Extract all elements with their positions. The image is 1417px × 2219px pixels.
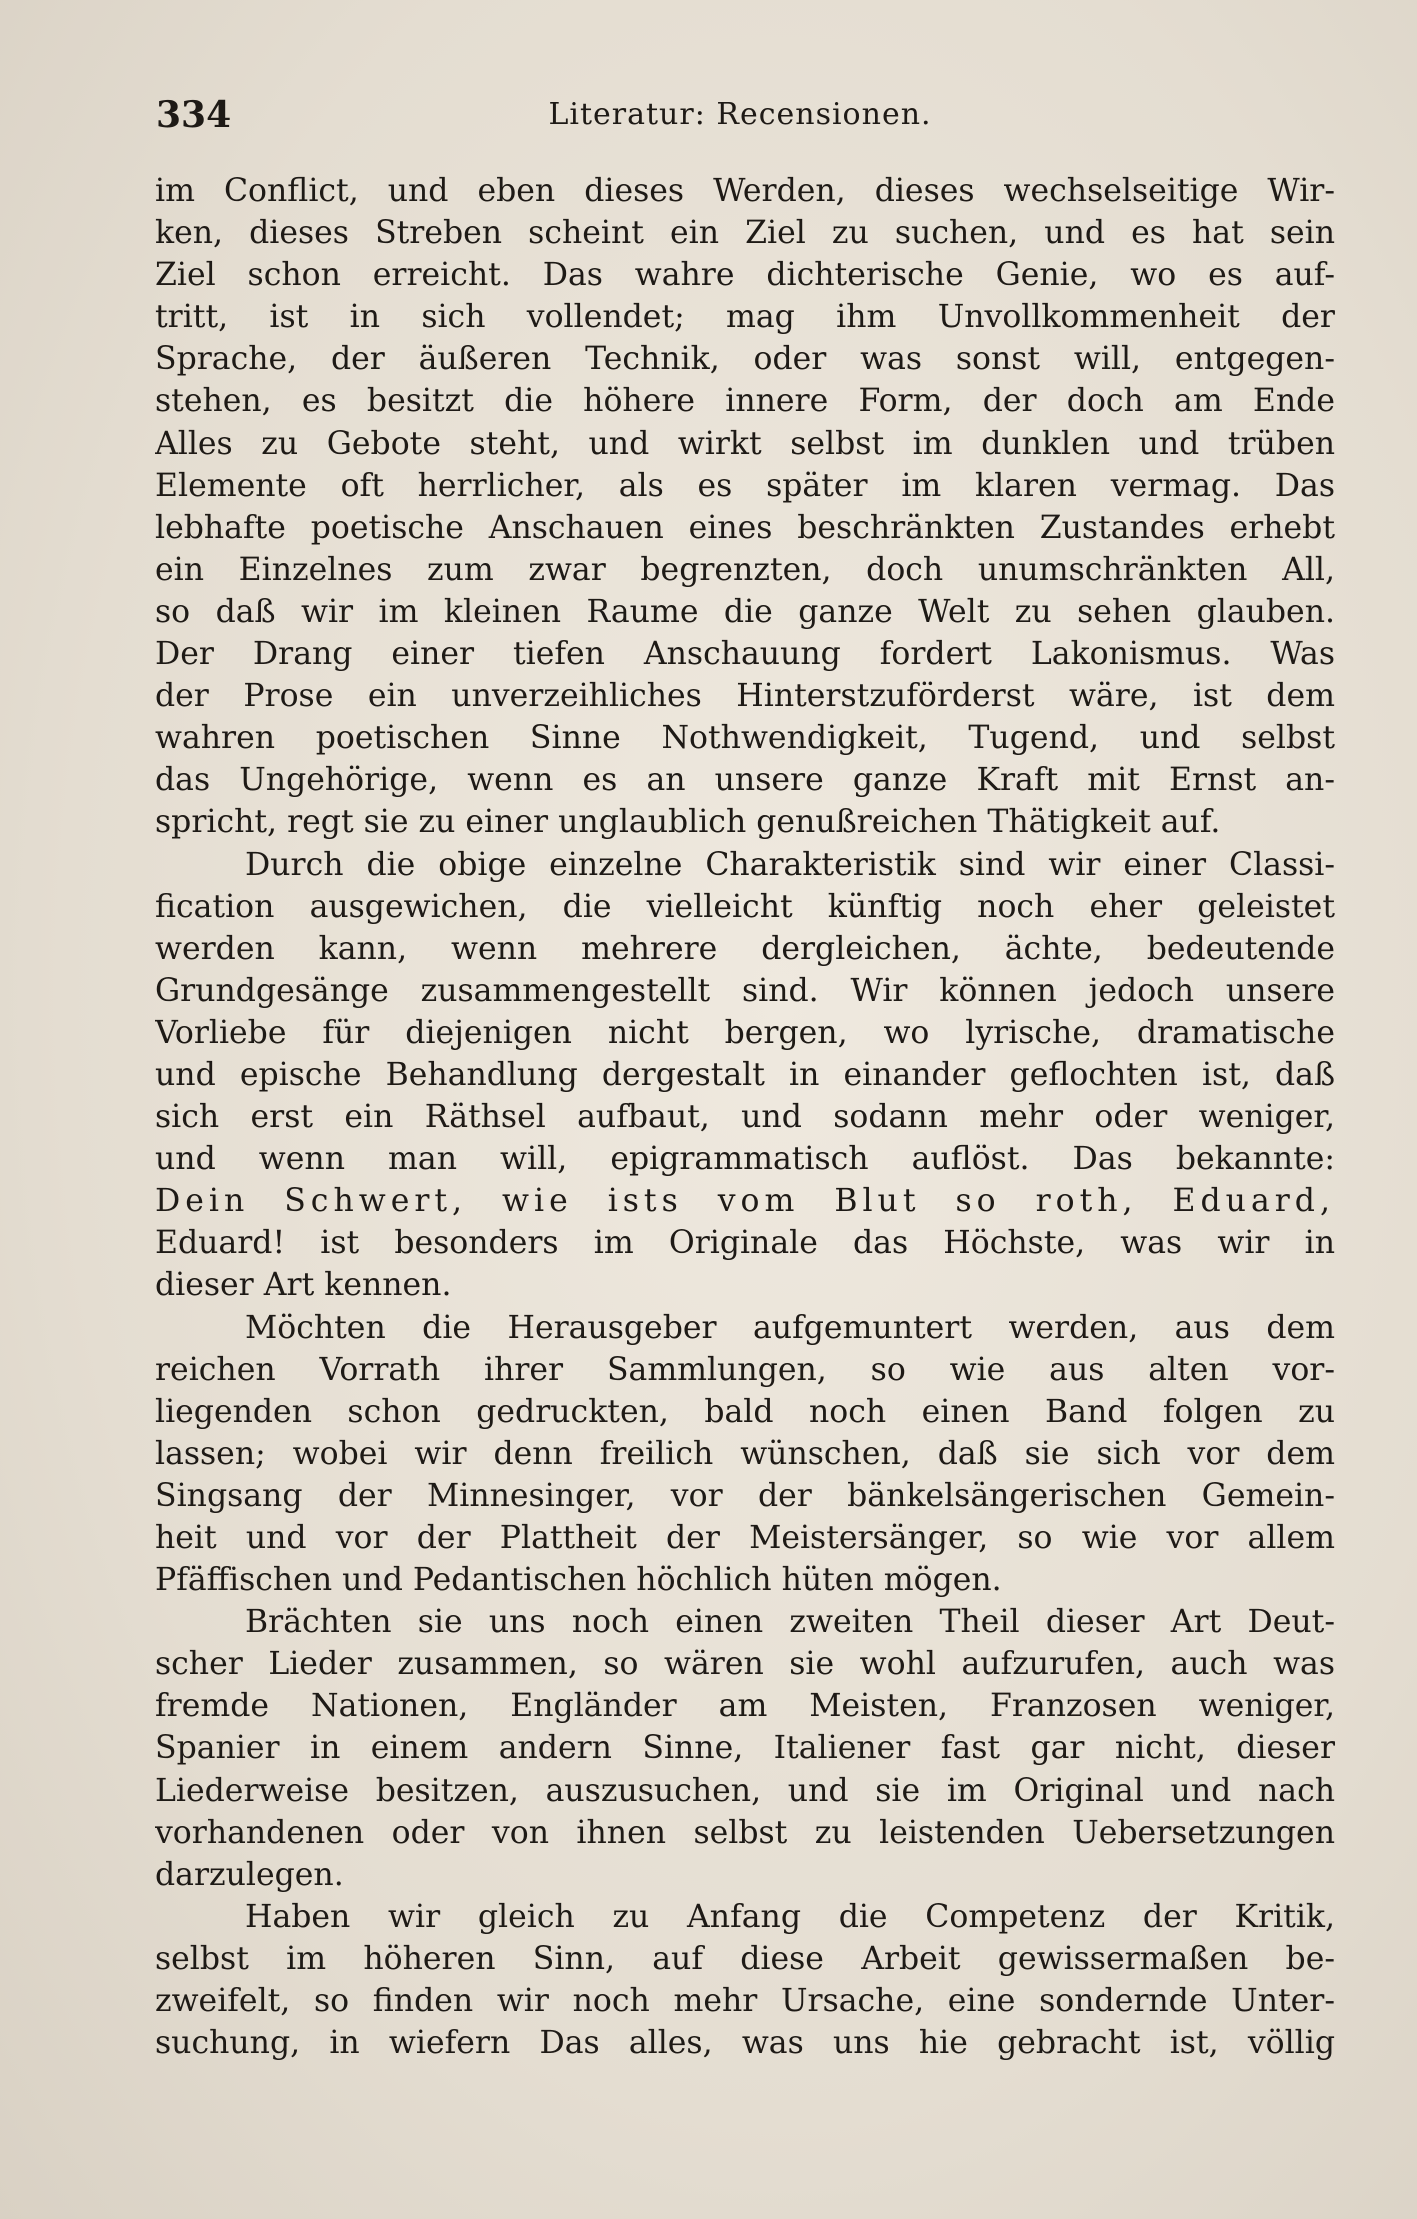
text-line: tritt, ist in sich vollendet; mag ihm Unvollkommenheit der <box>155 299 1335 336</box>
text-line: werden kann, wenn mehrere dergleichen, ächte, bedeutende <box>155 930 1335 967</box>
text-line: Alles zu Gebote steht, und wirkt selbst im dunklen und trüben <box>155 425 1335 462</box>
text-line: suchung, in wiefern Das alles, was uns hie gebracht ist, völlig <box>155 2025 1335 2062</box>
text-line: Pfäffischen und Pedantischen höchlich hüten mögen. <box>155 1562 1002 1599</box>
text-line: Eduard! ist besonders im Originale das Höchste, was wir in <box>155 1225 1335 1262</box>
page-number: 334 <box>156 94 232 136</box>
text-line: Dein Schwert, wie ists vom Blut so roth, Eduard, <box>155 1183 1335 1220</box>
text-line: Vorliebe für diejenigen nicht bergen, wo lyrische, dramatische <box>155 1014 1335 1051</box>
text-line: Durch die obige einzelne Charakteristik sind wir einer Classi- <box>245 846 1335 883</box>
text-line: Brächten sie uns noch einen zweiten Theil dieser Art Deut- <box>245 1604 1335 1641</box>
text-line: stehen, es besitzt die höhere innere Form, der doch am Ende <box>155 383 1335 420</box>
text-line: Ziel schon erreicht. Das wahre dichterische Genie, wo es auf- <box>155 257 1335 294</box>
text-line: liegenden schon gedruckten, bald noch einen Band folgen zu <box>155 1393 1335 1430</box>
text-line: und wenn man will, epigrammatisch auflöst. Das bekannte: <box>155 1141 1335 1178</box>
text-line: Haben wir gleich zu Anfang die Competenz der Kritik, <box>245 1898 1335 1935</box>
text-line: Der Drang einer tiefen Anschauung fordert Lakonismus. Was <box>155 636 1335 673</box>
text-line: Spanier in einem andern Sinne, Italiener fast gar nicht, dieser <box>155 1730 1335 1767</box>
text-line: Elemente oft herrlicher, als es später im klaren vermag. Das <box>155 467 1335 504</box>
text-line: Möchten die Herausgeber aufgemuntert werden, aus dem <box>245 1309 1335 1346</box>
text-line: Singsang der Minnesinger, vor der bänkelsängerischen Gemein- <box>155 1477 1335 1514</box>
text-line: spricht, regt sie zu einer unglaublich genußreichen Thätigkeit auf. <box>155 804 1221 841</box>
body-text <box>155 170 1335 2064</box>
text-line: Liederweise besitzen, auszusuchen, und sie im Original und nach <box>155 1772 1335 1809</box>
text-line: Grundgesänge zusammengestellt sind. Wir können jedoch unsere <box>155 972 1335 1009</box>
text-line: sich erst ein Räthsel aufbaut, und sodann mehr oder weniger, <box>155 1099 1335 1136</box>
text-line: fremde Nationen, Engländer am Meisten, Franzosen weniger, <box>155 1688 1335 1725</box>
text-line: vorhandenen oder von ihnen selbst zu leistenden Uebersetzungen <box>155 1814 1335 1851</box>
text-line: zweifelt, so finden wir noch mehr Ursache, eine sondernde Unter- <box>155 1983 1335 2020</box>
running-head <box>150 92 1330 138</box>
text-line: Sprache, der äußeren Technik, oder was sonst will, entgegen- <box>155 341 1335 378</box>
text-line: scher Lieder zusammen, so wären sie wohl aufzurufen, auch was <box>155 1646 1335 1683</box>
text-line: ein Einzelnes zum zwar begrenzten, doch unumschränkten All, <box>155 551 1335 588</box>
text-line: so daß wir im kleinen Raume die ganze Welt zu sehen glauben. <box>155 593 1335 630</box>
text-line: fication ausgewichen, die vielleicht künftig noch eher geleistet <box>155 888 1335 925</box>
text-line: und epische Behandlung dergestalt in einander geflochten ist, daß <box>155 1056 1335 1093</box>
text-line: lassen; wobei wir denn freilich wünschen, daß sie sich vor dem <box>155 1435 1335 1472</box>
text-line: der Prose ein unverzeihliches Hinterstzuförderst wäre, ist dem <box>155 678 1335 715</box>
text-line: selbst im höheren Sinn, auf diese Arbeit gewissermaßen be- <box>155 1940 1335 1977</box>
text-line: lebhafte poetische Anschauen eines beschränkten Zustandes erhebt <box>155 509 1335 546</box>
text-line: wahren poetischen Sinne Nothwendigkeit, Tugend, und selbst <box>155 720 1335 757</box>
text-line: dieser Art kennen. <box>155 1267 452 1304</box>
text-line: im Conflict, und eben dieses Werden, dieses wechselseitige Wir- <box>155 173 1335 209</box>
text-line: heit und vor der Plattheit der Meistersänger, so wie vor allem <box>155 1520 1335 1556</box>
text-line: darzulegen. <box>155 1856 344 1893</box>
text-line: das Ungehörige, wenn es an unsere ganze Kraft mit Ernst an- <box>155 762 1335 799</box>
text-line: ken, dieses Streben scheint ein Ziel zu suchen, und es hat sein <box>155 215 1335 252</box>
running-title: Literatur: Recensionen. <box>548 97 932 132</box>
text-line: reichen Vorrath ihrer Sammlungen, so wie aus alten vor- <box>155 1351 1335 1388</box>
